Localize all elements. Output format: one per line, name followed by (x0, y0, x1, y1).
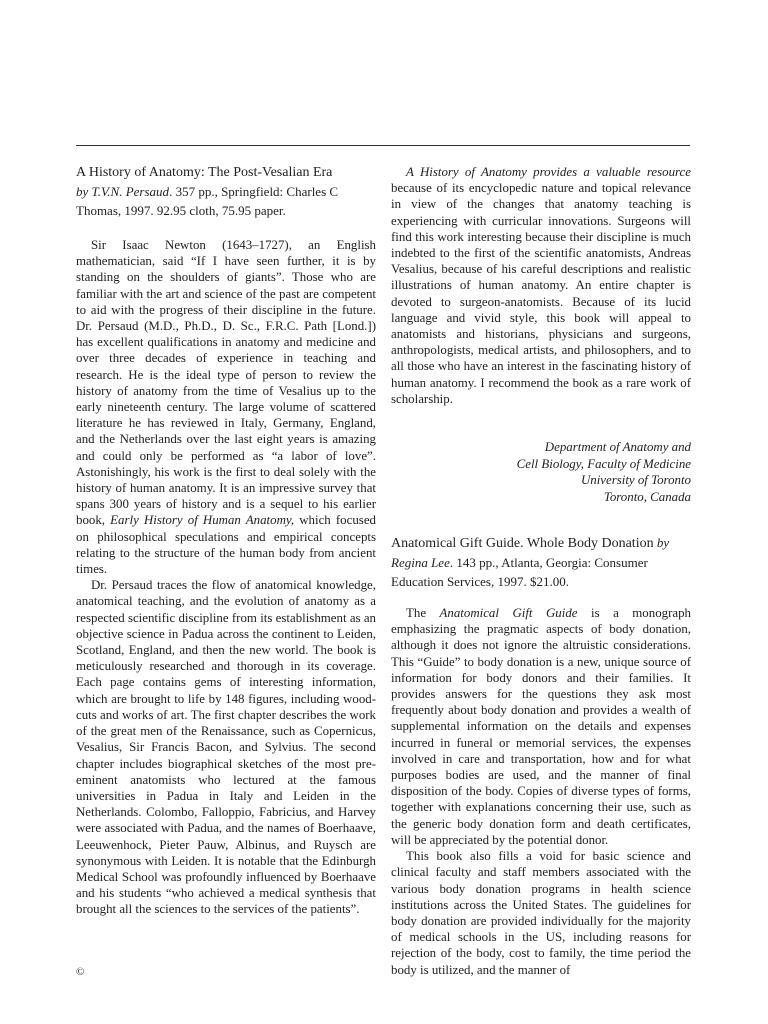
affiliation-line: Cell Biology, Faculty of Medicine (516, 456, 691, 471)
book-title-italic: Early History of Human Anatomy, (110, 513, 295, 528)
review2-title: Anatomical Gift Guide. Whole Body Donation (391, 536, 654, 552)
review1-citation (76, 182, 376, 220)
review2-pubinfo: . 143 pp., Atlanta, Georgia: Consumer Education Services, 1997. $21.00. (391, 555, 648, 590)
review1-paragraph-1: Sir Isaac Newton (1643–1727), an English mathematician, said “If I have seen further, it is by standing on the shoulders of giants”. Those who are familiar with the art and science of the past are competent to aid with the progress of their discipline in the future. Dr. Persaud (M.D., Ph.D., D. Sc., F.R.C. Path [Lond.]) has excellent qualifications in anatomy and medicine and over three decades of experience in teaching and research. He is the ideal type of person to review the history of anatomy from the time of Vesalius up to the early nineteenth century. The large volume of scattered literature he has reviewed in Italy, Germany, England, and the Netherlands over the last eight years is amazing and could only be performed as “a labor of love”. Astonishingly, his work is the first to deal solely with the history of human anatomy. It is an impressive survey that spans 300 years of history and is a sequel to his earlier book, Early History of Human Anatomy, which focused on philosophical speculations and empirical concepts relating to the structure of the human body from ancient times. (76, 238, 376, 577)
review1-title: A History of Anatomy: The Post-Vesalian Era (76, 165, 333, 180)
review1-paragraph-3: A History of Anatomy provides a valuable resource because of its encyclopedic nature and topical relevance in view of the changes that anatomy teaching is experiencing with curricular innovations. Surgeons will find this work interesting because their discipline is much indebted to the first of the scientific anatomists, Andreas Vesalius, because of his careful descriptions and realistic illustrations of human anatomy. An entire chapter is devoted to surgeon-anatomists. Because of its lucid language and vivid style, this book will appeal to anatomists and historians, physicians and surgeons, anthropologists, medical artists, and philosophers, and to all those who have an interest in the fascinating history of human anatomy. I recommend the book as a rare work of scholarship. (391, 165, 691, 406)
copyright-symbol: © (76, 966, 85, 978)
review1-author: by T.V.N. Persaud (76, 184, 170, 199)
review2-author: by Regina Lee (391, 535, 670, 571)
left-column (76, 164, 376, 918)
affiliation-line: Department of Anatomy and (544, 440, 691, 455)
review2-citation (391, 533, 691, 591)
review2-book-italic: Anatomical Gift Guide (439, 606, 578, 621)
header-rule (76, 145, 690, 146)
affiliation-line: University of Toronto (580, 473, 691, 488)
review2-paragraph-2: This book also fills a void for basic science and clinical faculty and staff members associated with the various body donation programs in health science institutions across the United States. The guidelines for body donation are provided individually for the majority of medical schools in the US, including reasons for rejection of the body, cost to family, the time period the body is utilized, and the manner of (391, 849, 691, 977)
review1-paragraph-2: Dr. Persaud traces the flow of anatomical knowledge, anatomical teaching, and the evolution of anatomy as a respected scientific discipline from its establishment as an objective science in Padua across the continent to Leiden, Scotland, England, and then the new world. The book is meticulously researched and thorough in its coverage. Each page contains gems of interesting information, which are brought to life by 148 figures, including wood-cuts and works of art. The first chapter describes the work of the great men of the Renaissance, such as Copernicus, Vesalius, Sir Francis Bacon, and Sylvius. The second chapter includes biographical sketches of the most pre-eminent anatomists who lectured at the famous universities in Padua in Italy and Leiden in the Netherlands. Colombo, Falloppio, Fabricius, and Harvey were associated with Padua, and the names of Boerhaave, Leeuwenhock, Pieter Pauw, Albinus, and Ruysch are synonymous with Leiden. It is notable that the Edinburgh Medical School was profoundly influenced by Boerhaave and his students “who achieved a medical synthesis that brought all the sciences to the services of the patients”. (76, 578, 376, 917)
review1-affiliation (391, 439, 691, 505)
review1-p3-italic: A History of Anatomy provides a valuable resource (406, 165, 691, 179)
review1-pubinfo: . 357 pp., Springfield: Charles C Thomas, 1997. 92.95 cloth, 75.95 paper. (76, 184, 339, 218)
affiliation-line: Toronto, Canada (603, 489, 691, 504)
right-column (391, 164, 691, 978)
review2-paragraph-1: The Anatomical Gift Guide is a monograph emphasizing the pragmatic aspects of body donation, although it does not ignore the altruistic considerations. This “Guide” to body donation is a new, unique source of information for body donors and their families. It provides answers for the questions they ask most frequently about body donation and provides a wealth of supplemental information on the details and expenses incurred in funeral or memorial services, the expenses involved in care and transportation, how and for what purposes bodies are used, and the manner of final disposition of the body. Copies of diverse types of forms, together with explanations concerning their use, such as the generic body donation form and death certificates, will be appreciated by the potential donor. (391, 606, 691, 847)
